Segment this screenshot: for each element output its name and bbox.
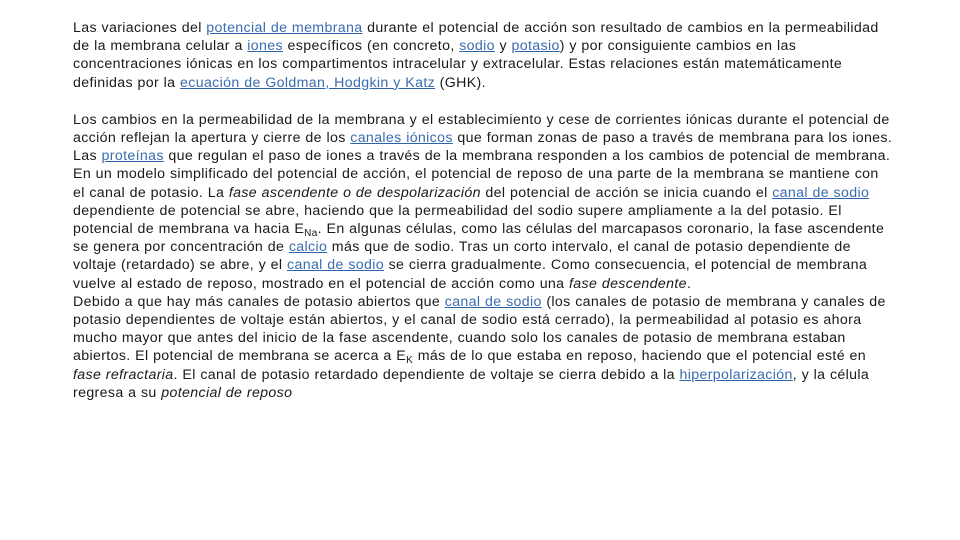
text-run: más de lo que estaba en reposo, haciendo que el potencial esté en bbox=[413, 348, 867, 365]
text-run: durante el potencial de acción son resultado de cambios en la permeabilidad de la membrana celular a bbox=[73, 20, 879, 55]
subscript-na: Na bbox=[304, 228, 318, 240]
link-canales-ionicos[interactable]: canales iónicos bbox=[350, 130, 453, 147]
link-potencial-de-membrana[interactable]: potencial de membrana bbox=[206, 20, 363, 36]
text-run: . El canal de potasio retardado dependiente de voltaje se cierra debido a la bbox=[173, 366, 680, 383]
subscript-k: K bbox=[406, 355, 414, 367]
text-run: En un modelo simplificado del potencial de acción, el potencial de reposo de una parte de la membrana se mantiene con el canal de potasio. La bbox=[73, 166, 879, 201]
paragraph-canales bbox=[73, 111, 893, 166]
italic-term: fase descendente bbox=[569, 275, 687, 292]
link-canal-de-sodio[interactable]: canal de sodio bbox=[772, 184, 870, 201]
paragraph-goldman bbox=[73, 19, 893, 92]
document-body bbox=[73, 19, 893, 402]
text-run: (los canales de potasio de membrana y canales de potasio dependientes de voltaje están abiertos, y el canal de sodio está cerrado), la permeabilidad al potasio es ahora mucho mayor que antes del inicio de la fase ascendente, cuando solo los canales de potasio de membrana estaban abiertos. El potencial de membrana se acerca a E bbox=[73, 293, 886, 365]
text-run: que forman zonas de paso a través de membrana para los iones. Las bbox=[73, 130, 893, 165]
text-run: , y la célula regresa a su bbox=[73, 366, 870, 401]
link-ecuacion-ghk[interactable]: ecuación de Goldman, Hodgkin y Katz bbox=[180, 74, 436, 91]
italic-term: fase ascendente o de despolarización bbox=[228, 184, 481, 201]
link-hiperpolarizacion[interactable]: hiperpolarización bbox=[679, 366, 793, 383]
text-run: y bbox=[494, 38, 512, 55]
link-canal-de-sodio-3[interactable]: canal de sodio bbox=[444, 293, 542, 310]
link-potasio[interactable]: potasio bbox=[511, 38, 560, 55]
link-sodio[interactable]: sodio bbox=[459, 38, 495, 55]
paragraph-gap bbox=[73, 92, 893, 111]
text-run: se cierra gradualmente. Como consecuencia, el potencial de membrana vuelve al estado de reposo, mostrado en el potencial de acción como una bbox=[73, 257, 868, 292]
text-run: del potencial de acción se inicia cuando el bbox=[480, 184, 773, 201]
link-canal-de-sodio-2[interactable]: canal de sodio bbox=[287, 257, 385, 274]
paragraph-modelo-simplificado bbox=[73, 165, 893, 292]
italic-term: fase refractaria bbox=[73, 366, 174, 383]
text-run: específicos (en concreto, bbox=[282, 38, 460, 55]
text-run: . En algunas células, como las células del marcapasos coronario, la fase ascendente se genera por concentración de bbox=[73, 221, 885, 256]
text-run: más que de sodio. Tras un corto intervalo, el canal de potasio dependiente de voltaje (retardado) se abre, y el bbox=[73, 239, 851, 274]
link-proteinas[interactable]: proteínas bbox=[101, 148, 164, 165]
text-run: que regulan el paso de iones a través de la membrana responden a los cambios de potencial de membrana. bbox=[163, 148, 891, 165]
link-calcio[interactable]: calcio bbox=[288, 239, 328, 256]
text-run: Las variaciones del bbox=[73, 20, 207, 36]
text-run: . bbox=[686, 275, 692, 292]
text-run: dependiente de potencial se abre, haciendo que la permeabilidad del sodio supere ampliamente a la del potasio. El potencial de membrana va hacia E bbox=[73, 202, 842, 238]
text-run: Los cambios en la permeabilidad de la membrana y el establecimiento y cese de corrientes iónicas durante el potencial de acción reflejan la apertura y cierre de los bbox=[73, 111, 890, 147]
link-iones[interactable]: iones bbox=[247, 38, 283, 55]
text-run: (GHK). bbox=[435, 74, 486, 91]
text-run: Debido a que hay más canales de potasio abiertos que bbox=[73, 293, 445, 310]
italic-term: potencial de reposo bbox=[161, 384, 293, 401]
text-run: ) y por consiguiente cambios en las concentraciones iónicas en los compartimentos intracelular y extracelular. Estas relaciones están matemáticamente definidas por la bbox=[73, 38, 843, 91]
paragraph-fase-refractaria bbox=[73, 293, 893, 402]
